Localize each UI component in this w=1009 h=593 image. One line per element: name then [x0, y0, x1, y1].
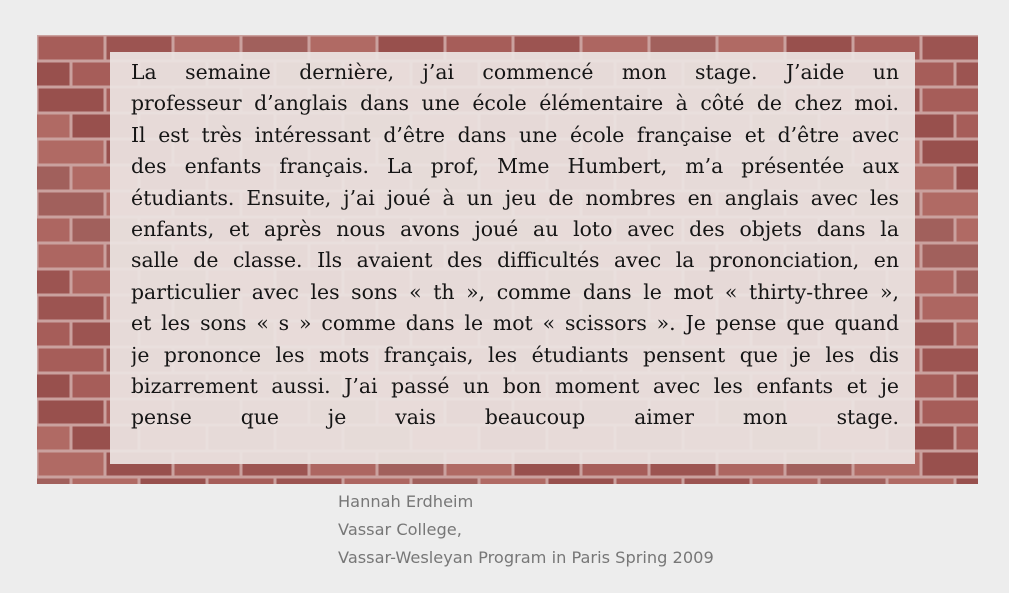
brick [889, 479, 954, 485]
author-credits [338, 488, 714, 572]
paragraph-line: La semaine dernière, j’ai commencé mon stage. J’aide un [131, 60, 899, 84]
brick [685, 479, 750, 485]
brick [957, 271, 979, 294]
brick [37, 115, 70, 138]
brick [39, 401, 104, 424]
brick [923, 193, 979, 216]
brick [923, 89, 979, 112]
brick [957, 427, 979, 450]
brick [37, 219, 70, 242]
brick [413, 479, 478, 485]
paragraph-line: je prononce les mots français, les étudiants pensent que je les dis [131, 342, 899, 367]
brick [549, 479, 614, 485]
brick [957, 167, 979, 190]
brick [957, 323, 979, 346]
brick [37, 427, 70, 450]
program-name: Vassar-Wesleyan Program in Paris Spring 2009 [338, 548, 714, 567]
brick [617, 479, 682, 485]
brick [37, 375, 70, 398]
brick [39, 193, 104, 216]
brick [957, 479, 979, 485]
brick [39, 141, 104, 164]
paragraph-line: particulier avec les sons « th », comme dans le mot « thirty-three », [131, 279, 899, 304]
brick [923, 37, 979, 60]
brick [141, 479, 206, 485]
brick [923, 453, 979, 476]
paragraph-line: Il est très intéressant d’être dans une école française et d’être avec [131, 122, 899, 147]
brick [481, 479, 546, 485]
brick [345, 479, 410, 485]
paragraph-line: des enfants français. La prof, Mme Humbert, m’a présentée aux [131, 154, 899, 179]
brick [923, 297, 979, 320]
brick [37, 63, 70, 86]
brick [39, 349, 104, 372]
brick [37, 479, 70, 485]
brick [923, 349, 979, 372]
paragraph-line: enfants, et après nous avons joué au loto avec des objets dans la [131, 216, 899, 241]
brick [923, 245, 979, 268]
brick [37, 271, 70, 294]
brick [957, 63, 979, 86]
brick [957, 219, 979, 242]
brick [73, 479, 138, 485]
paragraph-line: salle de classe. Ils avaient des difficultés avec la prononciation, en [131, 248, 899, 273]
brick [37, 167, 70, 190]
paragraph-line: pense que je vais beaucoup aimer mon stage. [131, 405, 899, 430]
brick [37, 323, 70, 346]
paragraph-line: professeur d’anglais dans une école élémentaire à côté de chez moi. [131, 91, 899, 116]
college-name: Vassar College, [338, 520, 462, 539]
brick [821, 479, 886, 485]
brick [39, 89, 104, 112]
brick [39, 245, 104, 268]
paragraph-line: et les sons « s » comme dans le mot « scissors ». Je pense que quand [131, 311, 899, 336]
brick [753, 479, 818, 485]
paragraph-line: étudiants. Ensuite, j’ai joué à un jeu de nombres en anglais avec les [131, 185, 899, 210]
brick [923, 401, 979, 424]
brick [209, 479, 274, 485]
paragraph-line: bizarrement aussi. J’ai passé un bon moment avec les enfants et je [131, 373, 899, 398]
brick [923, 141, 979, 164]
brick [957, 115, 979, 138]
brick [957, 375, 979, 398]
author-name: Hannah Erdheim [338, 492, 474, 511]
journal-paragraph [131, 57, 899, 434]
brick [277, 479, 342, 485]
brick [39, 453, 104, 476]
brick [39, 297, 104, 320]
brick [39, 37, 104, 60]
